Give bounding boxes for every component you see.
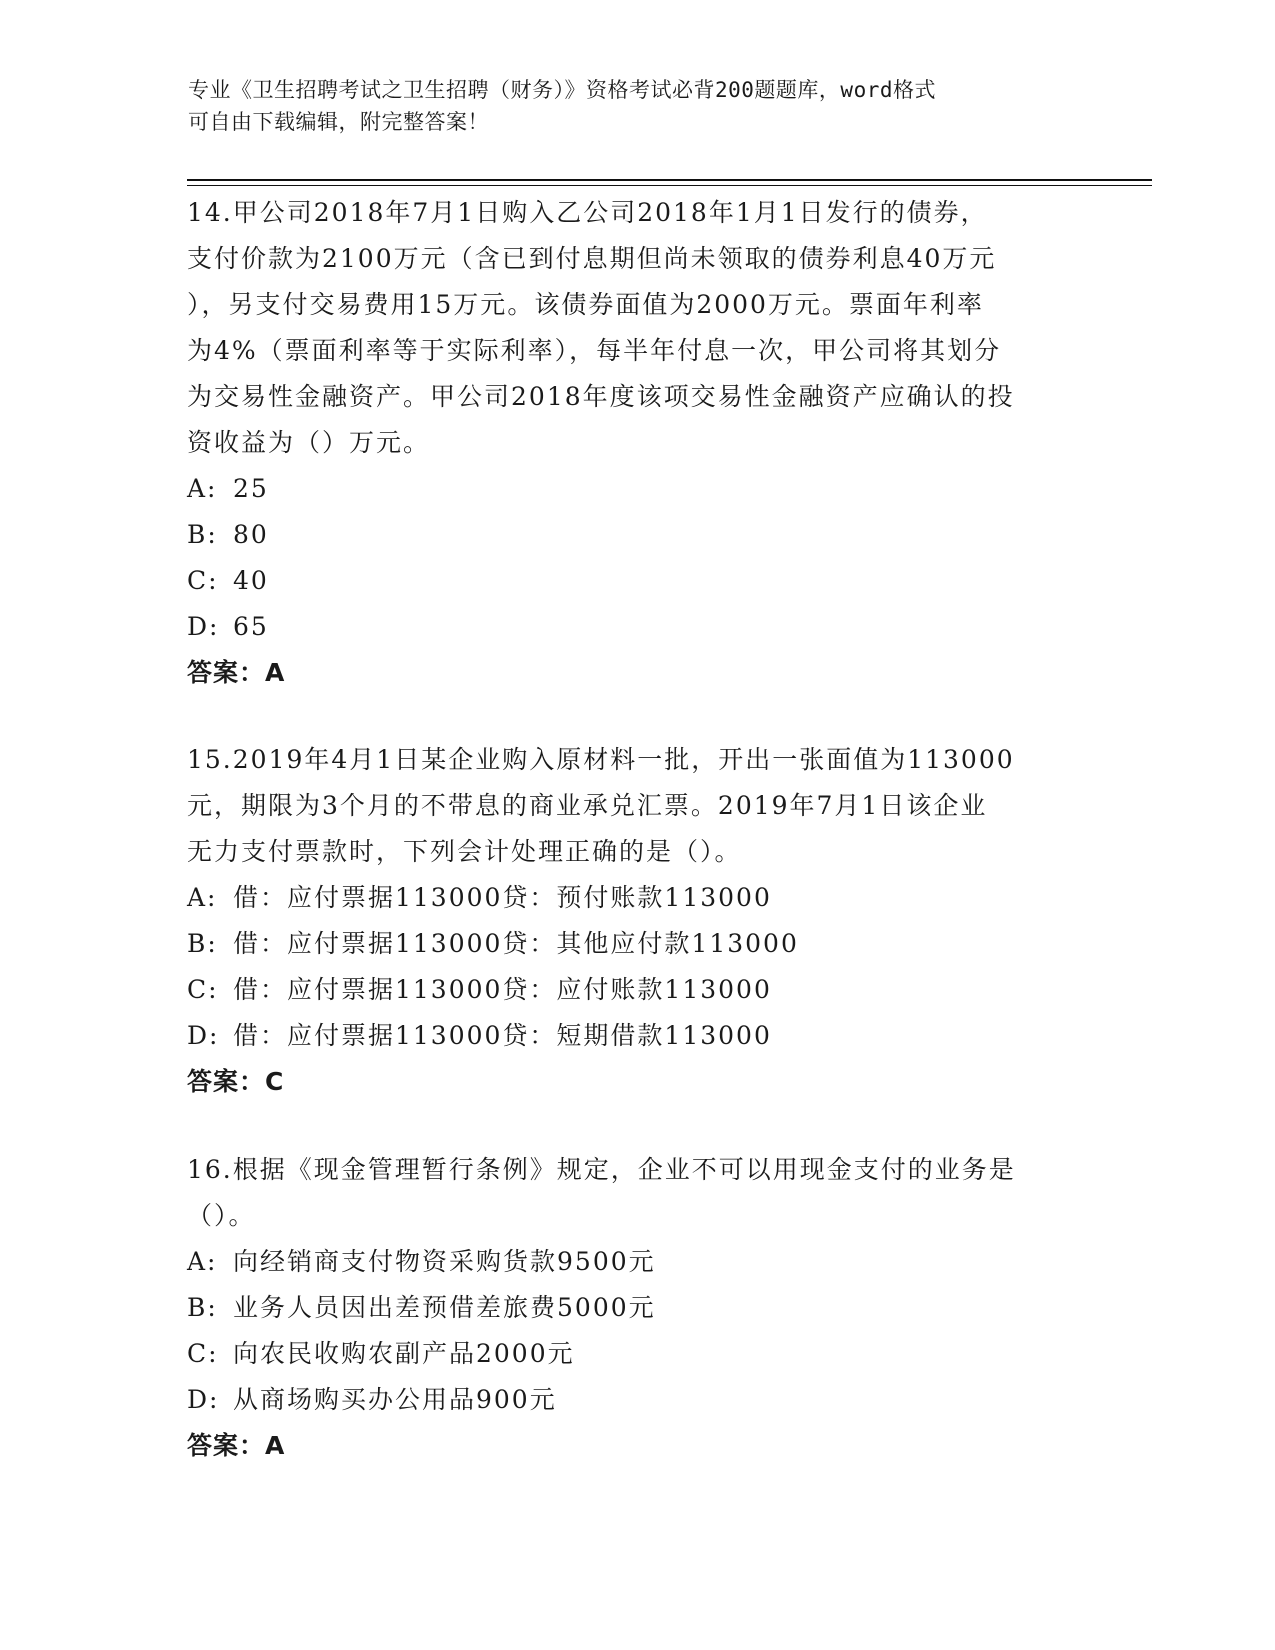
- question-stem-line: 为4%（票面利率等于实际利率），每半年付息一次，甲公司将其划分: [187, 336, 1002, 365]
- option-letter: A:: [187, 883, 218, 912]
- question-stem-line: （）。: [187, 1201, 256, 1230]
- option-letter: B:: [187, 520, 218, 549]
- option-letter: C:: [187, 975, 219, 1004]
- option-text: 借：应付票据113000贷：其他应付款113000: [233, 929, 799, 958]
- option-letter: C:: [187, 1339, 219, 1368]
- question-stem-line: 无力支付票款时，下列会计处理正确的是（）。: [187, 837, 742, 866]
- option-b: [187, 512, 1077, 558]
- option-c: [187, 1331, 1077, 1377]
- option-letter: B:: [187, 1293, 218, 1322]
- answer-line: 答案：A: [187, 1431, 286, 1460]
- option-d: [187, 1013, 1077, 1059]
- option-text: 借：应付票据113000贷：预付账款113000: [233, 883, 772, 912]
- option-c: [187, 558, 1077, 604]
- option-letter: A:: [187, 474, 218, 503]
- header-divider-thick: [187, 179, 1152, 181]
- option-d: [187, 1377, 1077, 1423]
- question-stem-line: 支付价款为2100万元（含已到付息期但尚未领取的债券利息40万元: [187, 244, 997, 273]
- option-a: [187, 466, 1077, 512]
- option-text: 借：应付票据113000贷：应付账款113000: [233, 975, 772, 1004]
- question-15: [187, 737, 1077, 1105]
- option-b: [187, 921, 1077, 967]
- option-text: 40: [233, 566, 269, 595]
- question-stem-line: 15.2019年4月1日某企业购入原材料一批，开出一张面值为113000: [187, 745, 1015, 774]
- option-c: [187, 967, 1077, 1013]
- option-a: [187, 1239, 1077, 1285]
- question-stem-line: 为交易性金融资产。甲公司2018年度该项交易性金融资产应确认的投: [187, 382, 1015, 411]
- document-header: [188, 74, 1068, 138]
- question-stem-line: 14.甲公司2018年7月1日购入乙公司2018年1月1日发行的债券，: [187, 198, 988, 227]
- question-14: [187, 190, 1077, 696]
- question-stem-line: 资收益为（）万元。: [187, 428, 431, 457]
- header-line-2: 可自由下载编辑，附完整答案！: [188, 110, 489, 134]
- option-letter: A:: [187, 1247, 218, 1276]
- option-text: 25: [233, 474, 269, 503]
- option-text: 向农民收购农副产品2000元: [233, 1339, 575, 1368]
- header-divider-thin: [187, 185, 1152, 186]
- option-text: 借：应付票据113000贷：短期借款113000: [233, 1021, 772, 1050]
- answer-line: 答案：A: [187, 658, 286, 687]
- question-stem-line: 元，期限为3个月的不带息的商业承兑汇票。2019年7月1日该企业: [187, 791, 988, 820]
- option-letter: C:: [187, 566, 219, 595]
- answer-line: 答案：C: [187, 1067, 285, 1096]
- question-stem-line: ），另支付交易费用15万元。该债券面值为2000万元。票面年利率: [187, 290, 984, 319]
- header-line-1: 专业《卫生招聘考试之卫生招聘（财务）》资格考试必背200题题库，word格式: [188, 78, 936, 102]
- question-16: [187, 1147, 1077, 1469]
- option-text: 80: [233, 520, 269, 549]
- option-letter: D:: [187, 612, 220, 641]
- option-text: 65: [233, 612, 269, 641]
- option-letter: D:: [187, 1385, 220, 1414]
- option-a: [187, 875, 1077, 921]
- option-b: [187, 1285, 1077, 1331]
- option-letter: B:: [187, 929, 218, 958]
- option-text: 从商场购买办公用品900元: [233, 1385, 557, 1414]
- question-stem-line: 16.根据《现金管理暂行条例》规定，企业不可以用现金支付的业务是: [187, 1155, 1016, 1184]
- option-text: 向经销商支付物资采购货款9500元: [233, 1247, 656, 1276]
- option-text: 业务人员因出差预借差旅费5000元: [233, 1293, 656, 1322]
- option-d: [187, 604, 1077, 650]
- option-letter: D:: [187, 1021, 220, 1050]
